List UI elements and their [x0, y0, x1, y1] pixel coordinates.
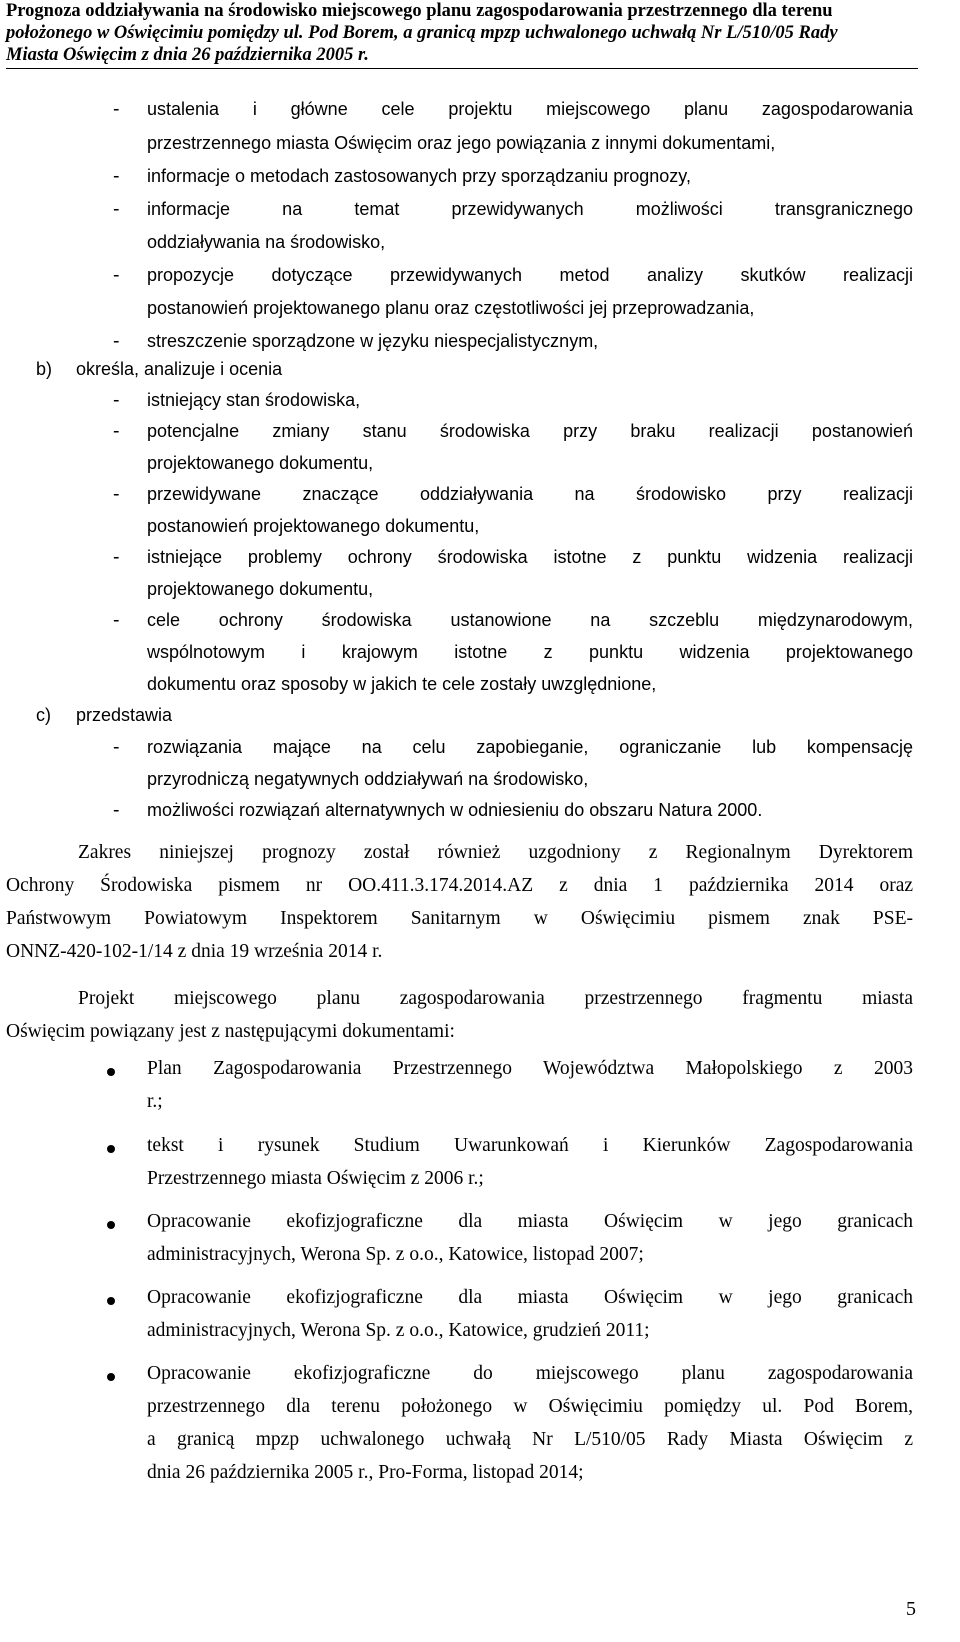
list-line: przewidywane znaczące oddziaływania na środowisko przy realizacji [147, 484, 913, 504]
header-line-3: Miasta Oświęcim z dnia 26 października 2005 r. [6, 45, 369, 65]
list-line: cele ochrony środowiska ustanowione na szczeblu międzynarodowym, [147, 610, 913, 630]
list-dash: - [113, 736, 120, 758]
header-line-1: Prognoza oddziaływania na środowisko miejscowego planu zagospodarowania przestrzennego dla terenu [6, 1, 833, 21]
list-line: istniejące problemy ochrony środowiska istotne z punktu widzenia realizacji [147, 547, 913, 567]
list-line: projektowanego dokumentu, [147, 579, 374, 599]
bullet-icon [107, 1373, 115, 1381]
list-line: a granicą mpzp uchwalonego uchwałą Nr L/510/05 Rady Miasta Oświęcim z [147, 1429, 913, 1450]
header-line-2: położonego w Oświęcimiu pomiędzy ul. Pod Borem, a granicą mpzp uchwalonego uchwałą Nr L/510/05 Rady [6, 23, 838, 43]
list-line: Opracowanie ekofizjograficzne dla miasta Oświęcim w jego granicach [147, 1211, 913, 1232]
list-dash: - [113, 98, 120, 120]
paragraph-line: Oświęcim powiązany jest z następującymi dokumentami: [6, 1021, 455, 1042]
list-dash: - [113, 264, 120, 286]
list-line: dokumentu oraz sposoby w jakich te cele zostały uwzględnione, [147, 674, 657, 694]
bullet-icon [107, 1297, 115, 1305]
list-dash: - [113, 420, 120, 442]
list-line: przestrzennego miasta Oświęcim oraz jego powiązania z innymi dokumentami, [147, 133, 776, 153]
list-dash: - [113, 165, 120, 187]
list-line: postanowień projektowanego planu oraz częstotliwości jej przeprowadzania, [147, 298, 755, 318]
bullet-icon [107, 1221, 115, 1229]
section-title: określa, analizuje i ocenia [76, 359, 283, 379]
list-line: administracyjnych, Werona Sp. z o.o., Katowice, grudzień 2011; [147, 1320, 650, 1341]
list-line: postanowień projektowanego dokumentu, [147, 516, 480, 536]
list-line: potencjalne zmiany stanu środowiska przy braku realizacji postanowień [147, 421, 913, 441]
list-line: Opracowanie ekofizjograficzne dla miasta Oświęcim w jego granicach [147, 1287, 913, 1308]
section-label: c) [36, 705, 51, 725]
bullet-icon [107, 1145, 115, 1153]
list-line: Opracowanie ekofizjograficzne do miejscowego planu zagospodarowania [147, 1363, 913, 1384]
list-line: Przestrzennego miasta Oświęcim z 2006 r.; [147, 1168, 484, 1189]
section-label: b) [36, 359, 53, 379]
list-line: informacje o metodach zastosowanych przy sporządzaniu prognozy, [147, 166, 691, 186]
list-line: dnia 26 października 2005 r., Pro-Forma, listopad 2014; [147, 1462, 584, 1483]
paragraph-line: Zakres niniejszej prognozy został również uzgodniony z Regionalnym Dyrektorem [78, 842, 913, 863]
list-line: ustalenia i główne cele projektu miejscowego planu zagospodarowania [147, 99, 913, 119]
list-dash: - [113, 546, 120, 568]
running-header [6, 0, 918, 69]
list-line: oddziaływania na środowisko, [147, 232, 386, 252]
list-line: przyrodniczą negatywnych oddziaływań na środowisko, [147, 769, 589, 789]
paragraph-line: ONNZ-420-102-1/14 z dnia 19 września 2014 r. [6, 941, 383, 962]
paragraph-line: Ochrony Środowiska pismem nr OO.411.3.174.2014.AZ z dnia 1 października 2014 oraz [6, 875, 913, 896]
paragraph-line: Państwowym Powiatowym Inspektorem Sanitarnym w Oświęcimiu pismem znak PSE- [6, 908, 913, 929]
list-line: możliwości rozwiązań alternatywnych w odniesieniu do obszaru Natura 2000. [147, 800, 763, 820]
list-line: streszczenie sporządzone w języku niespecjalistycznym, [147, 331, 599, 351]
list-line: informacje na temat przewidywanych możliwości transgranicznego [147, 199, 913, 219]
list-line: wspólnotowym i krajowym istotne z punktu widzenia projektowanego [147, 642, 913, 662]
list-dash: - [113, 799, 120, 821]
list-dash: - [113, 389, 120, 411]
bullet-icon [107, 1068, 115, 1076]
list-line: administracyjnych, Werona Sp. z o.o., Katowice, listopad 2007; [147, 1244, 644, 1265]
list-dash: - [113, 330, 120, 352]
page-number: 5 [906, 1598, 916, 1620]
list-line: przestrzennego dla terenu położonego w Oświęcimiu pomiędzy ul. Pod Borem, [147, 1396, 913, 1417]
paragraph-line: Projekt miejscowego planu zagospodarowania przestrzennego fragmentu miasta [78, 988, 913, 1009]
list-line: propozycje dotyczące przewidywanych metod analizy skutków realizacji [147, 265, 913, 285]
list-line: istniejący stan środowiska, [147, 390, 361, 410]
list-line: projektowanego dokumentu, [147, 453, 374, 473]
list-line: Plan Zagospodarowania Przestrzennego Województwa Małopolskiego z 2003 [147, 1058, 913, 1079]
list-line: rozwiązania mające na celu zapobieganie, ograniczanie lub kompensację [147, 737, 913, 757]
list-line: tekst i rysunek Studium Uwarunkowań i Kierunków Zagospodarowania [147, 1135, 913, 1156]
list-dash: - [113, 483, 120, 505]
list-line: r.; [147, 1091, 163, 1112]
section-title: przedstawia [76, 705, 173, 725]
list-dash: - [113, 609, 120, 631]
list-dash: - [113, 198, 120, 220]
